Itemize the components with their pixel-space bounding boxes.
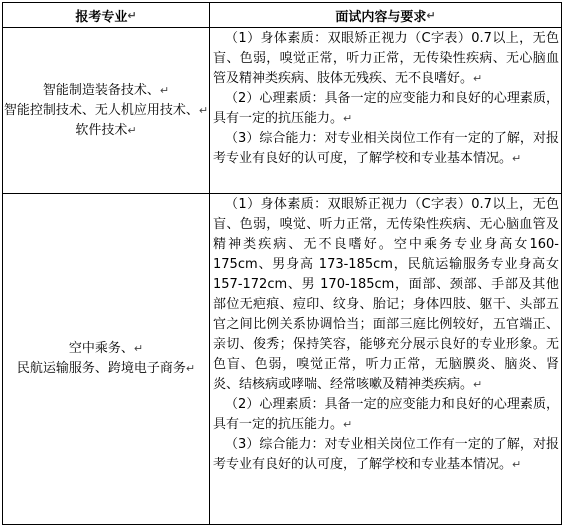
major-line: 民航运输服务、跨境电子商务↵ xyxy=(16,361,196,376)
paragraph-mark-icon: ↵ xyxy=(127,8,137,22)
major-line: 空中乘务、↵ xyxy=(68,341,144,356)
table-header-row xyxy=(3,3,561,28)
requirements-cell xyxy=(213,194,559,524)
requirement-paragraph: （1）身体素质：双眼矫正视力（C字表）0.7以上，无色盲、色弱，嗅觉、听力正常，无传染性疾病、无心脑血管及精神类疾病、无不良嗜好。空中乘务专业身高女160-175cm、男身高 173-185cm，民航运输服务专业身高女 157-172cm、男 170-185cm，面部、颈部、手部及其他部位无疤痕、痘印、纹身、胎记；身体四肢、躯干、头部五官之间比例关系协调恰当；面部三庭比例较好，五官端正、亲切、俊秀；保持笑容，能够充分展示良好的专业形象。无色盲、色弱，嗅觉正常，听力正常，无脑膜炎、脑炎、肾炎、结核病或哮喘、经常咳嗽及精神类疾病。↵ xyxy=(213,197,559,392)
requirements-table xyxy=(2,2,562,525)
paragraph-mark-icon: ↵ xyxy=(426,8,436,22)
requirement-paragraph: （2）心理素质：具备一定的应变能力和良好的心理素质，具有一定的抗压能力。↵ xyxy=(213,91,559,126)
requirement-paragraph: （1）身体素质：双眼矫正视力（C字表）0.7以上，无色盲、色弱，嗅觉正常，听力正常，无传染性疾病、无心脑血管及精神类疾病、肢体无残疾、无不良嗜好。↵ xyxy=(213,31,559,86)
header-major xyxy=(3,3,210,27)
major-line: 软件技术↵ xyxy=(75,122,137,138)
requirement-paragraph: （3）综合能力：对专业相关岗位工作有一定的了解，对报考专业有良好的认可度，了解学校和专业基本情况。↵ xyxy=(213,131,559,166)
majors-cell xyxy=(3,28,210,193)
table-row xyxy=(3,194,561,524)
major-line: 智能制造装备技术、↵ xyxy=(42,82,170,98)
major-line: 智能控制技术、无人机应用技术、↵ xyxy=(3,102,209,118)
requirements-cell xyxy=(213,28,559,193)
requirement-paragraph: （3）综合能力：对专业相关岗位工作有一定的了解，对报考专业有良好的认可度，了解学校和专业基本情况。↵ xyxy=(213,437,559,472)
header-requirements xyxy=(210,3,561,27)
header-major-label: 报考专业 xyxy=(75,9,128,25)
majors-cell xyxy=(3,194,210,524)
requirement-paragraph: （2）心理素质：具备一定的应变能力和良好的心理素质，具有一定的抗压能力。↵ xyxy=(213,397,559,432)
table-row xyxy=(3,28,561,194)
header-requirements-label: 面试内容与要求 xyxy=(335,9,427,25)
